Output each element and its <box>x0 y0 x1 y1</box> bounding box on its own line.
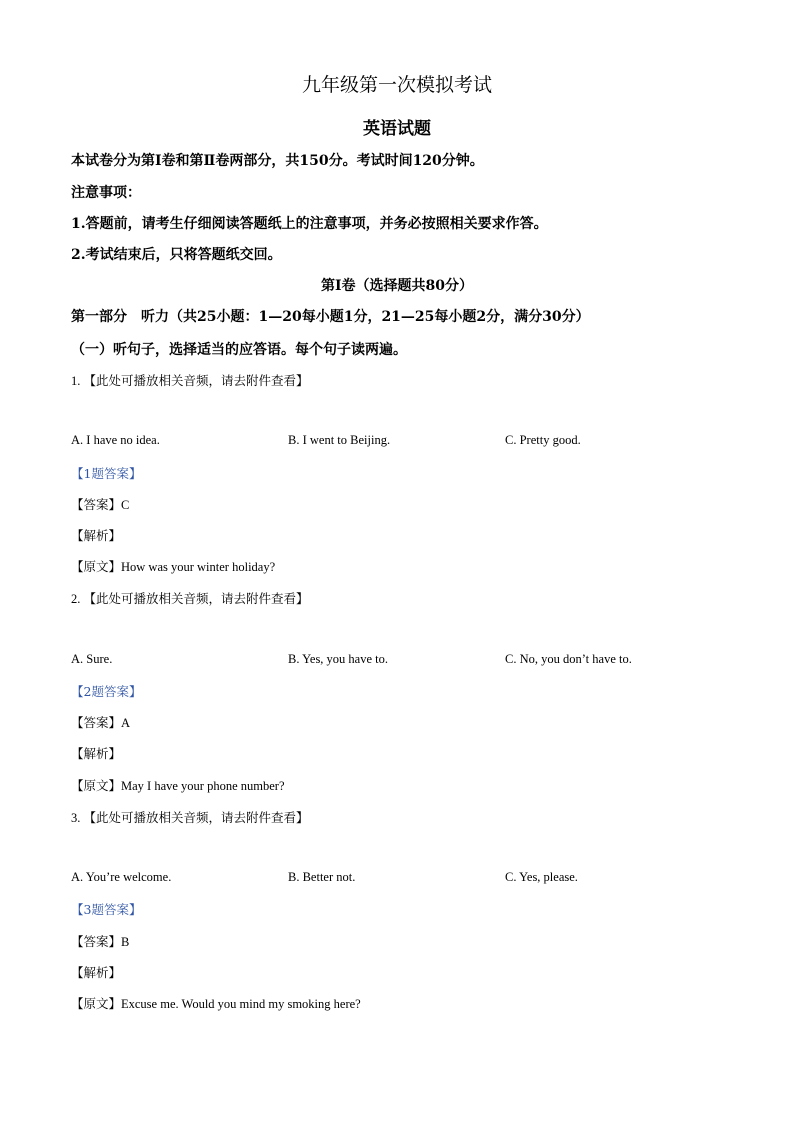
answer-tag: 【3题答案】 <box>71 902 142 917</box>
part-title: 第一部分 听力（共25小题：1—20每小题1分，21—25每小题2分，满分30分） <box>71 309 590 325</box>
answer: 【答案】A <box>71 716 131 730</box>
exam-intro: 本试卷分为第Ⅰ卷和第Ⅱ卷两部分，共150分。考试时间120分钟。 <box>71 153 484 169</box>
question-prompt[interactable]: 2. 【此处可播放相关音频，请去附件查看】 <box>71 592 309 606</box>
question-prompt[interactable]: 1. 【此处可播放相关音频，请去附件查看】 <box>71 374 309 388</box>
original-text: 【原文】How was your winter holiday? <box>71 560 276 574</box>
option-a: A. Sure. <box>71 652 113 666</box>
notice-heading: 注意事项： <box>71 185 141 201</box>
answer-tag: 【1题答案】 <box>71 466 142 481</box>
question-prompt[interactable]: 3. 【此处可播放相关音频，请去附件查看】 <box>71 811 309 825</box>
option-a: A. I have no idea. <box>71 433 160 447</box>
answer: 【答案】B <box>71 935 130 949</box>
option-a: A. You’re welcome. <box>71 870 172 884</box>
original-text: 【原文】Excuse me. Would you mind my smoking here? <box>71 997 361 1011</box>
answer-tag: 【2题答案】 <box>71 684 142 699</box>
analysis: 【解析】 <box>71 529 122 543</box>
option-b: B. Yes, you have to. <box>288 652 389 666</box>
page-title: 九年级第一次模拟考试 <box>301 74 492 96</box>
analysis: 【解析】 <box>71 747 122 761</box>
page-subtitle: 英语试题 <box>363 119 431 139</box>
original-text: 【原文】May I have your phone number? <box>71 779 285 793</box>
option-c: C. Yes, please. <box>505 870 578 884</box>
analysis: 【解析】 <box>71 966 122 980</box>
notice-item-1: 1.答题前，请考生仔细阅读答题纸上的注意事项，并务必按照相关要求作答。 <box>71 216 548 232</box>
volume-title: 第Ⅰ卷（选择题共80分） <box>320 278 474 294</box>
option-b: B. Better not. <box>288 870 356 884</box>
answer: 【答案】C <box>71 498 130 512</box>
option-c: C. No, you don’t have to. <box>505 652 632 666</box>
notice-item-2: 2.考试结束后，只将答题纸交回。 <box>71 247 282 263</box>
sub-section-title: （一）听句子，选择适当的应答语。每个句子读两遍。 <box>71 342 407 358</box>
option-b: B. I went to Beijing. <box>288 433 391 447</box>
option-c: C. Pretty good. <box>505 433 581 447</box>
